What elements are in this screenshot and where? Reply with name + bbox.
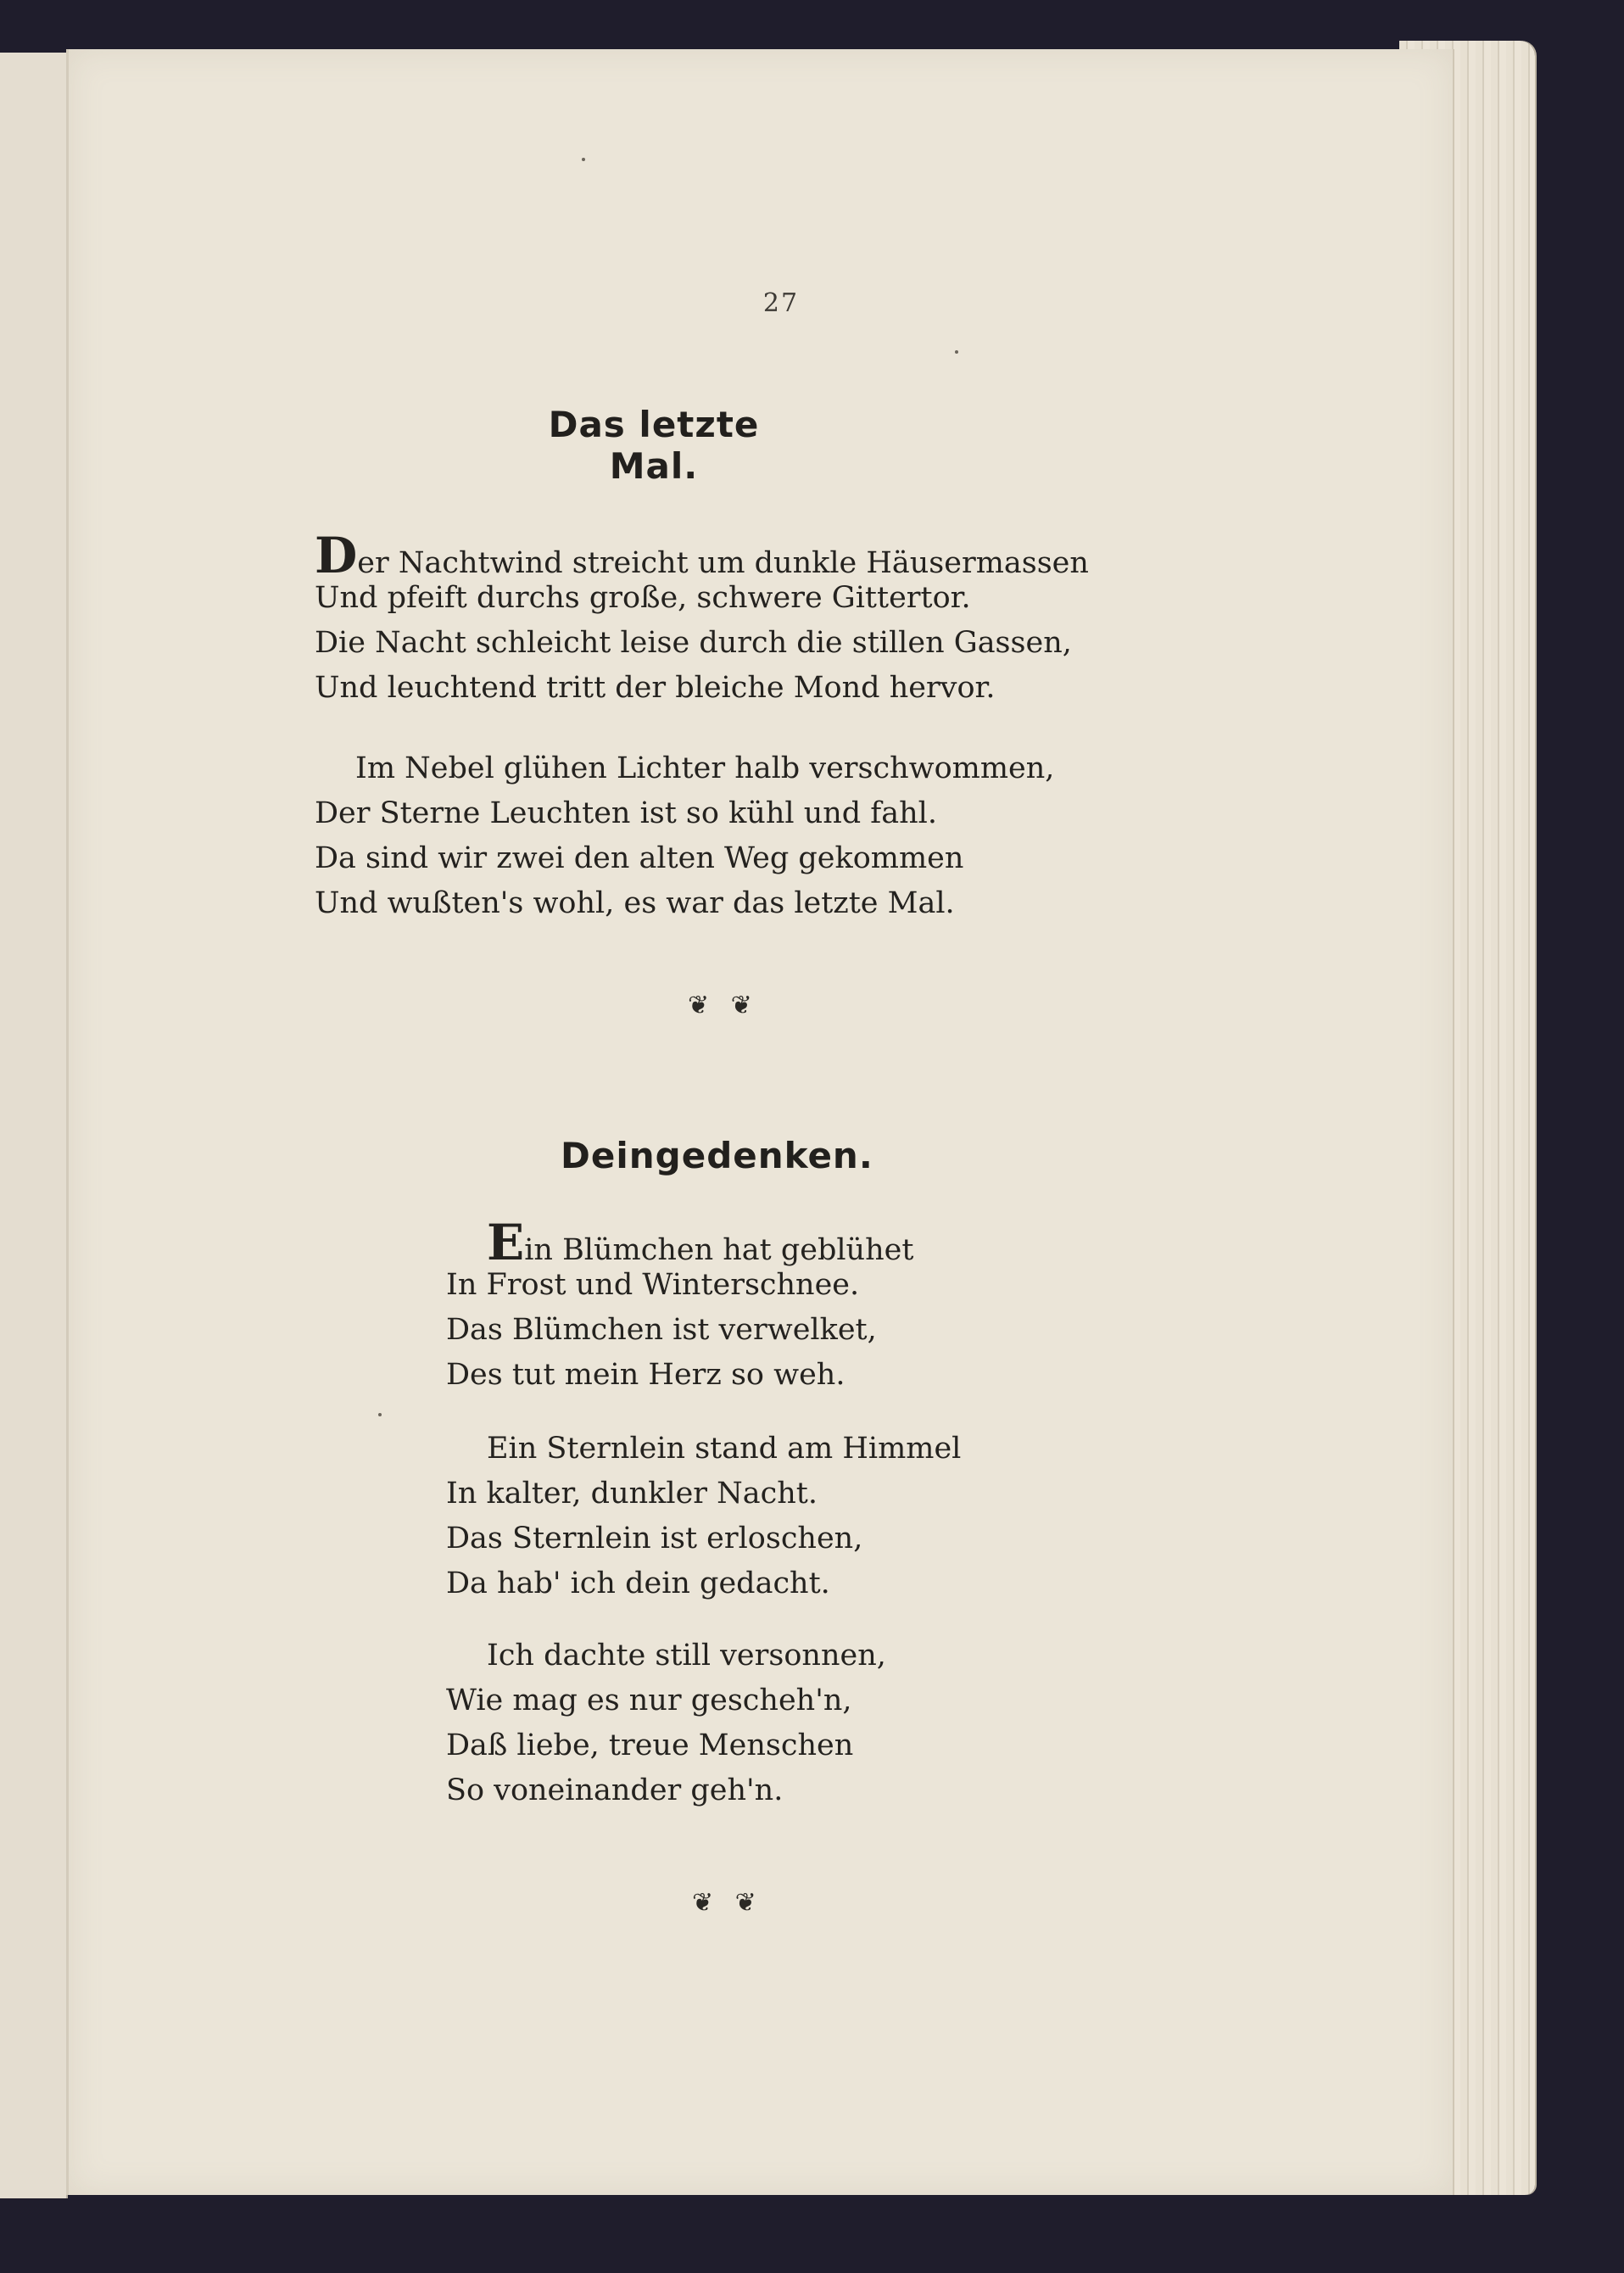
poem-line: Der Nachtwind streicht um dunkle Häusermassen <box>315 527 1089 584</box>
left-page-edge <box>0 53 68 2198</box>
poem-line: Ein Blümchen hat geblühet <box>487 1214 914 1271</box>
poem-line: Wie mag es nur gescheh'n, <box>446 1684 852 1717</box>
poem-line: Das Sternlein ist erloschen, <box>446 1522 863 1555</box>
paper-speck <box>378 1413 382 1416</box>
poem-line: Im Nebel glühen Lichter halb verschwommen, <box>355 751 1055 785</box>
poem-line: In Frost und Winterschnee. <box>446 1268 860 1302</box>
poem-1-stanza-2 <box>315 746 1054 926</box>
page-number: 27 <box>762 288 800 318</box>
poem-2-stanza-1 <box>446 1214 914 1398</box>
poem-line: Die Nacht schleicht leise durch die stillen Gassen, <box>315 626 1072 660</box>
poem-line: Das Blümchen ist verwelket, <box>446 1313 877 1347</box>
poem-line: Daß liebe, treue Menschen <box>446 1728 854 1762</box>
poem-line: Ein Sternlein stand am Himmel <box>487 1432 962 1466</box>
poem-line: Und pfeift durchs große, schwere Gittertor. <box>315 581 971 615</box>
poem-line: So voneinander geh'n. <box>446 1773 784 1807</box>
poem-line: Der Sterne Leuchten ist so kühl und fahl. <box>315 796 937 830</box>
paper-speck <box>582 158 585 161</box>
poem-line: Da hab' ich dein gedacht. <box>446 1567 830 1600</box>
section-ornament: ❦ ❦ <box>688 991 759 1020</box>
poem-line: Ich dachte still versonnen, <box>487 1639 886 1673</box>
poem-line: Des tut mein Herz so weh. <box>446 1358 845 1392</box>
book-page <box>66 49 1454 2195</box>
poem-line: In kalter, dunkler Nacht. <box>446 1477 818 1511</box>
poem-line: Und wußten's wohl, es war das letzte Mal. <box>315 886 955 920</box>
section-ornament: ❦ ❦ <box>692 1888 763 1918</box>
poem-line: Da sind wir zwei den alten Weg gekommen <box>315 841 964 875</box>
poem-1-stanza-1 <box>315 527 1089 711</box>
paper-speck <box>955 350 958 354</box>
poem-2-stanza-3 <box>446 1634 886 1813</box>
poem-title-das-letzte-mal: Das letzte Mal. <box>548 404 760 487</box>
drop-cap: E <box>487 1214 525 1271</box>
drop-cap: D <box>315 527 358 584</box>
poem-line: Und leuchtend tritt der bleiche Mond hervor. <box>315 671 996 705</box>
poem-2-stanza-2 <box>446 1427 961 1606</box>
poem-title-deingedenken: Deingedenken. <box>561 1135 873 1176</box>
